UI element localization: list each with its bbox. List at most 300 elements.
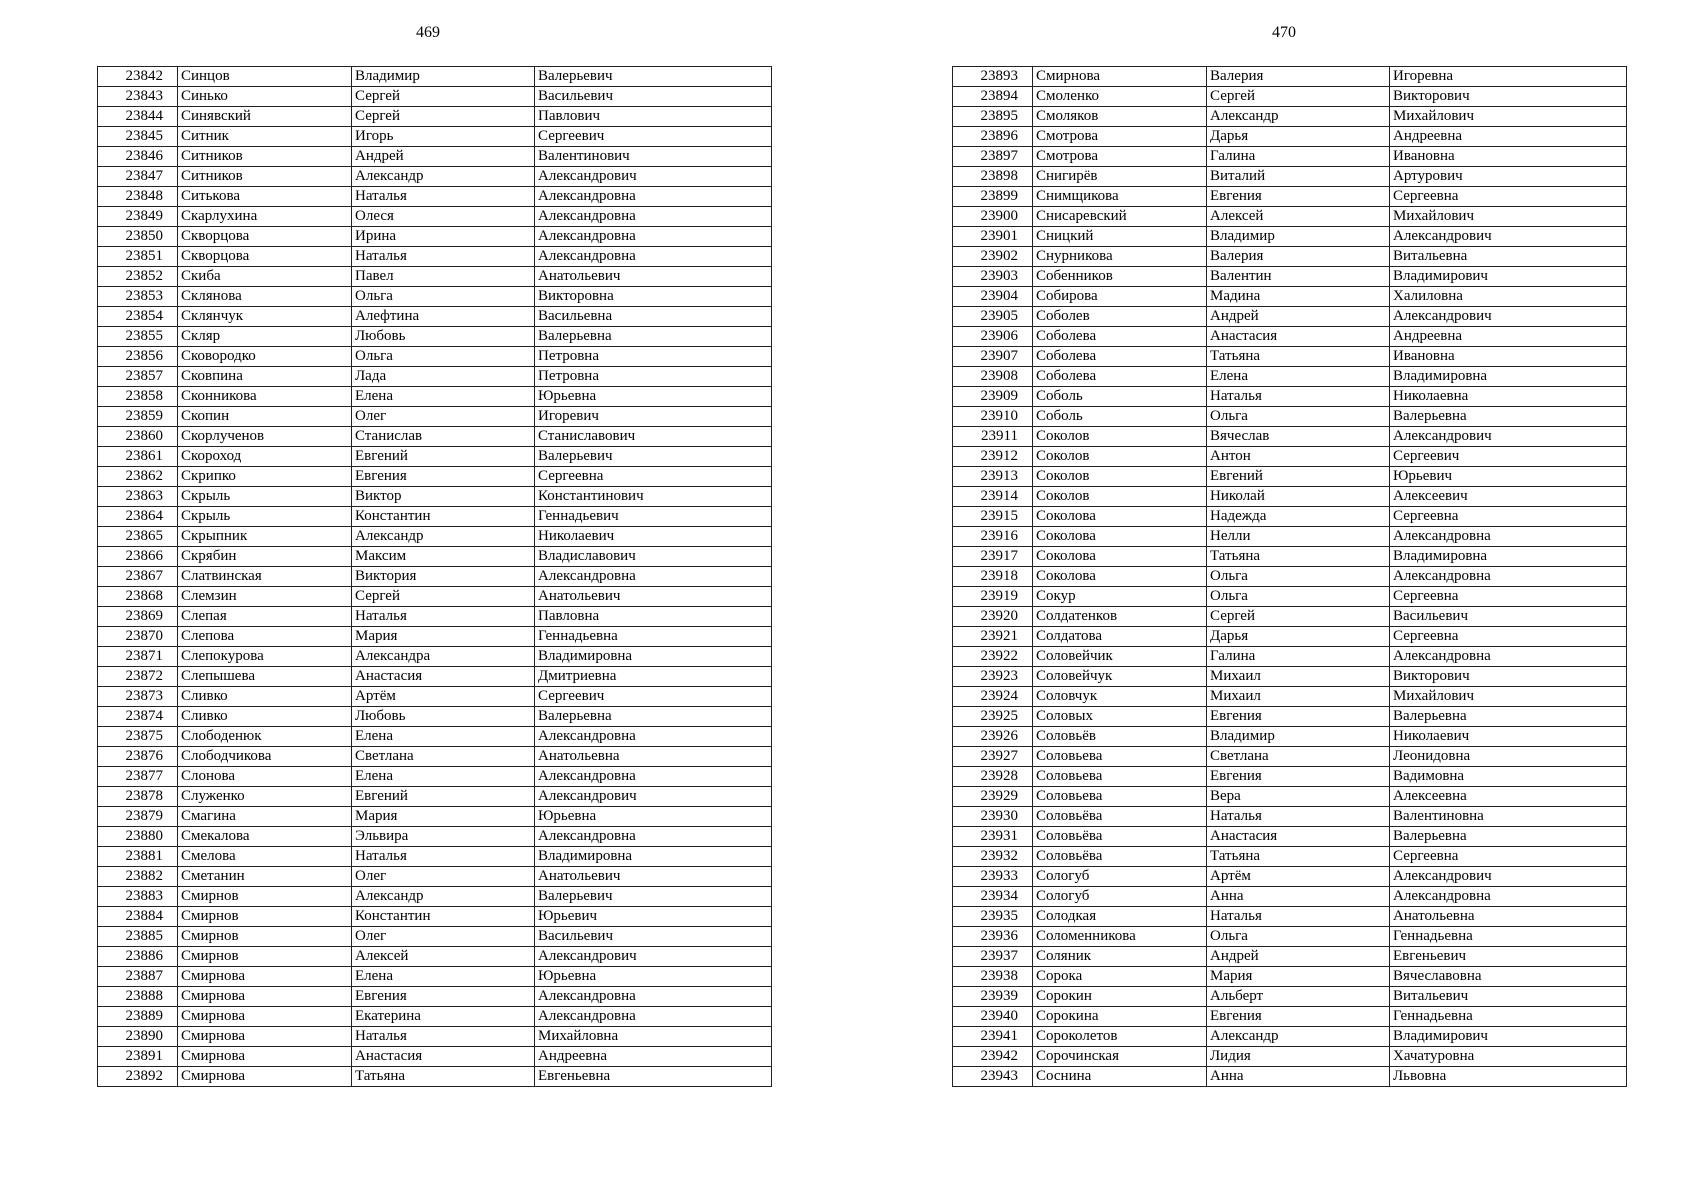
patronymic-cell: Михайлович <box>1390 107 1627 127</box>
last-name-cell: Слонова <box>178 767 352 787</box>
record-number-cell: 23915 <box>953 507 1033 527</box>
last-name-cell: Смирнова <box>178 1007 352 1027</box>
patronymic-cell: Вячеславовна <box>1390 967 1627 987</box>
table-row <box>953 67 1627 87</box>
last-name-cell: Соколов <box>1033 447 1207 467</box>
first-name-cell: Наталья <box>352 187 535 207</box>
patronymic-cell: Вадимовна <box>1390 767 1627 787</box>
first-name-cell: Александр <box>352 887 535 907</box>
table-row <box>953 227 1627 247</box>
record-number-cell: 23849 <box>98 207 178 227</box>
last-name-cell: Ситников <box>178 147 352 167</box>
record-number-cell: 23913 <box>953 467 1033 487</box>
last-name-cell: Смагина <box>178 807 352 827</box>
first-name-cell: Евгения <box>1207 767 1390 787</box>
patronymic-cell: Петровна <box>535 347 772 367</box>
patronymic-cell: Юрьевна <box>535 967 772 987</box>
table-row <box>953 647 1627 667</box>
patronymic-cell: Александровна <box>535 987 772 1007</box>
last-name-cell: Ситькова <box>178 187 352 207</box>
first-name-cell: Надежда <box>1207 507 1390 527</box>
patronymic-cell: Сергеевна <box>1390 587 1627 607</box>
last-name-cell: Сковородко <box>178 347 352 367</box>
table-row <box>98 227 772 247</box>
first-name-cell: Павел <box>352 267 535 287</box>
last-name-cell: Смотрова <box>1033 127 1207 147</box>
table-row <box>98 487 772 507</box>
first-name-cell: Татьяна <box>1207 547 1390 567</box>
last-name-cell: Синцов <box>178 67 352 87</box>
record-number-cell: 23941 <box>953 1027 1033 1047</box>
record-number-cell: 23873 <box>98 687 178 707</box>
record-number-cell: 23943 <box>953 1067 1033 1087</box>
last-name-cell: Соколов <box>1033 427 1207 447</box>
first-name-cell: Николай <box>1207 487 1390 507</box>
record-number-cell: 23888 <box>98 987 178 1007</box>
last-name-cell: Смирнова <box>178 967 352 987</box>
record-number-cell: 23922 <box>953 647 1033 667</box>
record-number-cell: 23936 <box>953 927 1033 947</box>
last-name-cell: Скрыль <box>178 487 352 507</box>
last-name-cell: Снисаревский <box>1033 207 1207 227</box>
patronymic-cell: Геннадьевич <box>535 507 772 527</box>
table-row <box>98 747 772 767</box>
table-row <box>953 927 1627 947</box>
first-name-cell: Ольга <box>1207 927 1390 947</box>
record-number-cell: 23924 <box>953 687 1033 707</box>
first-name-cell: Евгения <box>1207 707 1390 727</box>
patronymic-cell: Витальевич <box>1390 987 1627 1007</box>
first-name-cell: Мария <box>352 627 535 647</box>
table-row <box>953 1047 1627 1067</box>
last-name-cell: Сорока <box>1033 967 1207 987</box>
last-name-cell: Скопин <box>178 407 352 427</box>
table-row <box>953 1027 1627 1047</box>
last-name-cell: Соколова <box>1033 547 1207 567</box>
table-row <box>98 327 772 347</box>
last-name-cell: Соколов <box>1033 487 1207 507</box>
table-row <box>98 367 772 387</box>
last-name-cell: Соловьёва <box>1033 807 1207 827</box>
table-row <box>953 307 1627 327</box>
table-row <box>953 627 1627 647</box>
last-name-cell: Смирнова <box>178 1047 352 1067</box>
record-number-cell: 23862 <box>98 467 178 487</box>
table-row <box>953 687 1627 707</box>
record-number-cell: 23877 <box>98 767 178 787</box>
first-name-cell: Евгений <box>352 447 535 467</box>
record-number-cell: 23894 <box>953 87 1033 107</box>
last-name-cell: Сологуб <box>1033 887 1207 907</box>
table-row <box>953 847 1627 867</box>
last-name-cell: Смирнов <box>178 907 352 927</box>
first-name-cell: Сергей <box>352 87 535 107</box>
record-number-cell: 23933 <box>953 867 1033 887</box>
record-number-cell: 23872 <box>98 667 178 687</box>
last-name-cell: Соболь <box>1033 407 1207 427</box>
last-name-cell: Сковпина <box>178 367 352 387</box>
table-row <box>98 827 772 847</box>
last-name-cell: Смотрова <box>1033 147 1207 167</box>
patronymic-cell: Львовна <box>1390 1067 1627 1087</box>
table-row <box>98 247 772 267</box>
first-name-cell: Михаил <box>1207 667 1390 687</box>
table-row <box>953 207 1627 227</box>
record-number-cell: 23853 <box>98 287 178 307</box>
table-row <box>98 607 772 627</box>
last-name-cell: Слепокурова <box>178 647 352 667</box>
patronymic-cell: Геннадьевна <box>535 627 772 647</box>
record-number-cell: 23912 <box>953 447 1033 467</box>
table-row <box>98 807 772 827</box>
record-number-cell: 23906 <box>953 327 1033 347</box>
patronymic-cell: Павлович <box>535 107 772 127</box>
patronymic-cell: Игоревич <box>535 407 772 427</box>
page-number-left: 469 <box>416 24 440 41</box>
patronymic-cell: Александрович <box>1390 307 1627 327</box>
patronymic-cell: Халиловна <box>1390 287 1627 307</box>
patronymic-cell: Викторовна <box>535 287 772 307</box>
last-name-cell: Смирнова <box>178 987 352 1007</box>
last-name-cell: Соловьёва <box>1033 847 1207 867</box>
first-name-cell: Олег <box>352 407 535 427</box>
first-name-cell: Максим <box>352 547 535 567</box>
table-row <box>98 847 772 867</box>
table-row <box>953 707 1627 727</box>
patronymic-cell: Ивановна <box>1390 147 1627 167</box>
first-name-cell: Татьяна <box>1207 847 1390 867</box>
table-row <box>98 107 772 127</box>
first-name-cell: Татьяна <box>352 1067 535 1087</box>
record-number-cell: 23942 <box>953 1047 1033 1067</box>
record-number-cell: 23880 <box>98 827 178 847</box>
table-row <box>953 427 1627 447</box>
table-row <box>953 787 1627 807</box>
first-name-cell: Татьяна <box>1207 347 1390 367</box>
patronymic-cell: Александровна <box>1390 567 1627 587</box>
record-number-cell: 23842 <box>98 67 178 87</box>
last-name-cell: Ситник <box>178 127 352 147</box>
table-row <box>953 367 1627 387</box>
record-number-cell: 23932 <box>953 847 1033 867</box>
last-name-cell: Смекалова <box>178 827 352 847</box>
first-name-cell: Владимир <box>352 67 535 87</box>
last-name-cell: Смирнов <box>178 927 352 947</box>
table-row <box>98 707 772 727</box>
table-row <box>98 987 772 1007</box>
first-name-cell: Дарья <box>1207 627 1390 647</box>
last-name-cell: Соколов <box>1033 467 1207 487</box>
patronymic-cell: Сергеевна <box>1390 847 1627 867</box>
first-name-cell: Ирина <box>352 227 535 247</box>
table-row <box>98 427 772 447</box>
patronymic-cell: Юрьевич <box>535 907 772 927</box>
first-name-cell: Евгения <box>1207 1007 1390 1027</box>
patronymic-cell: Валерьевич <box>535 447 772 467</box>
patronymic-cell: Павловна <box>535 607 772 627</box>
last-name-cell: Скрипко <box>178 467 352 487</box>
record-number-cell: 23870 <box>98 627 178 647</box>
first-name-cell: Мадина <box>1207 287 1390 307</box>
first-name-cell: Елена <box>352 967 535 987</box>
record-number-cell: 23885 <box>98 927 178 947</box>
table-row <box>98 547 772 567</box>
record-number-cell: 23918 <box>953 567 1033 587</box>
record-number-cell: 23882 <box>98 867 178 887</box>
first-name-cell: Елена <box>1207 367 1390 387</box>
table-row <box>953 807 1627 827</box>
first-name-cell: Алефтина <box>352 307 535 327</box>
last-name-cell: Соболев <box>1033 307 1207 327</box>
first-name-cell: Наталья <box>1207 907 1390 927</box>
patronymic-cell: Артурович <box>1390 167 1627 187</box>
record-number-cell: 23865 <box>98 527 178 547</box>
first-name-cell: Вячеслав <box>1207 427 1390 447</box>
last-name-cell: Скиба <box>178 267 352 287</box>
table-row <box>98 867 772 887</box>
patronymic-cell: Николаевич <box>535 527 772 547</box>
patronymic-cell: Валерьевна <box>1390 707 1627 727</box>
last-name-cell: Соломенникова <box>1033 927 1207 947</box>
record-number-cell: 23907 <box>953 347 1033 367</box>
first-name-cell: Елена <box>352 727 535 747</box>
patronymic-cell: Васильевна <box>535 307 772 327</box>
last-name-cell: Соловейчук <box>1033 667 1207 687</box>
record-number-cell: 23905 <box>953 307 1033 327</box>
patronymic-cell: Александровна <box>535 1007 772 1027</box>
patronymic-cell: Александровна <box>1390 647 1627 667</box>
patronymic-cell: Васильевич <box>535 927 772 947</box>
first-name-cell: Наталья <box>1207 807 1390 827</box>
table-row <box>953 967 1627 987</box>
patronymic-cell: Сергеевич <box>1390 447 1627 467</box>
last-name-cell: Смирнова <box>1033 67 1207 87</box>
record-number-cell: 23925 <box>953 707 1033 727</box>
first-name-cell: Виктория <box>352 567 535 587</box>
patronymic-cell: Валерьевна <box>1390 407 1627 427</box>
first-name-cell: Олеся <box>352 207 535 227</box>
record-number-cell: 23928 <box>953 767 1033 787</box>
record-number-cell: 23858 <box>98 387 178 407</box>
patronymic-cell: Валерьевна <box>535 707 772 727</box>
patronymic-cell: Николаевна <box>1390 387 1627 407</box>
patronymic-cell: Андреевна <box>1390 127 1627 147</box>
first-name-cell: Дарья <box>1207 127 1390 147</box>
first-name-cell: Олег <box>352 927 535 947</box>
first-name-cell: Александра <box>352 647 535 667</box>
first-name-cell: Евгения <box>1207 187 1390 207</box>
patronymic-cell: Сергеевна <box>1390 507 1627 527</box>
last-name-cell: Скворцова <box>178 247 352 267</box>
first-name-cell: Александр <box>1207 1027 1390 1047</box>
table-row <box>98 1047 772 1067</box>
last-name-cell: Сметанин <box>178 867 352 887</box>
record-number-cell: 23844 <box>98 107 178 127</box>
last-name-cell: Скороход <box>178 447 352 467</box>
record-number-cell: 23930 <box>953 807 1033 827</box>
first-name-cell: Галина <box>1207 647 1390 667</box>
table-row <box>98 927 772 947</box>
table-row <box>953 607 1627 627</box>
last-name-cell: Скрыпник <box>178 527 352 547</box>
last-name-cell: Соловьёва <box>1033 827 1207 847</box>
first-name-cell: Мария <box>352 807 535 827</box>
last-name-cell: Соловейчик <box>1033 647 1207 667</box>
last-name-cell: Слемзин <box>178 587 352 607</box>
last-name-cell: Слободенюк <box>178 727 352 747</box>
patronymic-cell: Александрович <box>535 947 772 967</box>
first-name-cell: Андрей <box>352 147 535 167</box>
table-row <box>98 1067 772 1087</box>
last-name-cell: Синько <box>178 87 352 107</box>
table-row <box>953 567 1627 587</box>
first-name-cell: Анастасия <box>1207 827 1390 847</box>
last-name-cell: Соловчук <box>1033 687 1207 707</box>
record-number-cell: 23934 <box>953 887 1033 907</box>
last-name-cell: Ситников <box>178 167 352 187</box>
last-name-cell: Склянчук <box>178 307 352 327</box>
table-row <box>98 567 772 587</box>
table-row <box>953 127 1627 147</box>
table-row <box>98 467 772 487</box>
record-number-cell: 23900 <box>953 207 1033 227</box>
first-name-cell: Ольга <box>1207 567 1390 587</box>
first-name-cell: Ольга <box>352 287 535 307</box>
last-name-cell: Скворцова <box>178 227 352 247</box>
patronymic-cell: Дмитриевна <box>535 667 772 687</box>
table-row <box>953 827 1627 847</box>
last-name-cell: Смоленко <box>1033 87 1207 107</box>
record-number-cell: 23867 <box>98 567 178 587</box>
table-row <box>98 287 772 307</box>
last-name-cell: Смирнов <box>178 887 352 907</box>
first-name-cell: Андрей <box>1207 947 1390 967</box>
last-name-cell: Соколова <box>1033 507 1207 527</box>
patronymic-cell: Алексеевич <box>1390 487 1627 507</box>
table-row <box>953 447 1627 467</box>
patronymic-cell: Сергеевна <box>1390 627 1627 647</box>
table-row <box>953 187 1627 207</box>
table-row <box>953 147 1627 167</box>
patronymic-cell: Сергеевна <box>1390 187 1627 207</box>
last-name-cell: Соболева <box>1033 347 1207 367</box>
last-name-cell: Соловых <box>1033 707 1207 727</box>
table-row <box>98 207 772 227</box>
table-row <box>98 387 772 407</box>
table-row <box>953 87 1627 107</box>
first-name-cell: Лидия <box>1207 1047 1390 1067</box>
first-name-cell: Любовь <box>352 707 535 727</box>
record-number-cell: 23927 <box>953 747 1033 767</box>
roster-table-right <box>952 66 1627 1087</box>
first-name-cell: Ольга <box>1207 407 1390 427</box>
last-name-cell: Слепышева <box>178 667 352 687</box>
last-name-cell: Скрябин <box>178 547 352 567</box>
last-name-cell: Соколова <box>1033 527 1207 547</box>
patronymic-cell: Александровна <box>535 827 772 847</box>
record-number-cell: 23935 <box>953 907 1033 927</box>
patronymic-cell: Станиславович <box>535 427 772 447</box>
record-number-cell: 23860 <box>98 427 178 447</box>
patronymic-cell: Александровна <box>535 247 772 267</box>
first-name-cell: Анна <box>1207 1067 1390 1087</box>
table-row <box>953 667 1627 687</box>
patronymic-cell: Алексеевна <box>1390 787 1627 807</box>
record-number-cell: 23908 <box>953 367 1033 387</box>
patronymic-cell: Анатольевич <box>535 867 772 887</box>
patronymic-cell: Васильевич <box>1390 607 1627 627</box>
table-row <box>98 87 772 107</box>
patronymic-cell: Андреевна <box>535 1047 772 1067</box>
patronymic-cell: Юрьевич <box>1390 467 1627 487</box>
record-number-cell: 23923 <box>953 667 1033 687</box>
last-name-cell: Сологуб <box>1033 867 1207 887</box>
first-name-cell: Валерия <box>1207 247 1390 267</box>
first-name-cell: Сергей <box>1207 607 1390 627</box>
patronymic-cell: Валентиновна <box>1390 807 1627 827</box>
patronymic-cell: Александровна <box>535 727 772 747</box>
first-name-cell: Нелли <box>1207 527 1390 547</box>
record-number-cell: 23940 <box>953 1007 1033 1027</box>
last-name-cell: Соснина <box>1033 1067 1207 1087</box>
table-row <box>953 107 1627 127</box>
table-row <box>953 327 1627 347</box>
patronymic-cell: Александровна <box>535 567 772 587</box>
record-number-cell: 23863 <box>98 487 178 507</box>
first-name-cell: Сергей <box>1207 87 1390 107</box>
record-number-cell: 23864 <box>98 507 178 527</box>
table-row <box>98 147 772 167</box>
table-row <box>953 267 1627 287</box>
patronymic-cell: Витальевна <box>1390 247 1627 267</box>
record-number-cell: 23890 <box>98 1027 178 1047</box>
patronymic-cell: Александровна <box>535 767 772 787</box>
last-name-cell: Сокур <box>1033 587 1207 607</box>
first-name-cell: Мария <box>1207 967 1390 987</box>
patronymic-cell: Игоревна <box>1390 67 1627 87</box>
patronymic-cell: Сергеевна <box>535 467 772 487</box>
table-row <box>98 767 772 787</box>
record-number-cell: 23938 <box>953 967 1033 987</box>
first-name-cell: Антон <box>1207 447 1390 467</box>
patronymic-cell: Анатольевна <box>535 747 772 767</box>
table-row <box>98 587 772 607</box>
patronymic-cell: Александрович <box>1390 867 1627 887</box>
record-number-cell: 23871 <box>98 647 178 667</box>
patronymic-cell: Ивановна <box>1390 347 1627 367</box>
patronymic-cell: Михайлович <box>1390 207 1627 227</box>
first-name-cell: Анастасия <box>352 1047 535 1067</box>
record-number-cell: 23875 <box>98 727 178 747</box>
record-number-cell: 23852 <box>98 267 178 287</box>
patronymic-cell: Валерьевич <box>535 67 772 87</box>
first-name-cell: Артём <box>1207 867 1390 887</box>
record-number-cell: 23893 <box>953 67 1033 87</box>
first-name-cell: Лада <box>352 367 535 387</box>
patronymic-cell: Александровна <box>535 227 772 247</box>
record-number-cell: 23920 <box>953 607 1033 627</box>
first-name-cell: Олег <box>352 867 535 887</box>
patronymic-cell: Александрович <box>535 787 772 807</box>
record-number-cell: 23859 <box>98 407 178 427</box>
table-row <box>953 767 1627 787</box>
record-number-cell: 23878 <box>98 787 178 807</box>
patronymic-cell: Петровна <box>535 367 772 387</box>
table-row <box>98 687 772 707</box>
table-row <box>953 287 1627 307</box>
last-name-cell: Сливко <box>178 687 352 707</box>
record-number-cell: 23931 <box>953 827 1033 847</box>
